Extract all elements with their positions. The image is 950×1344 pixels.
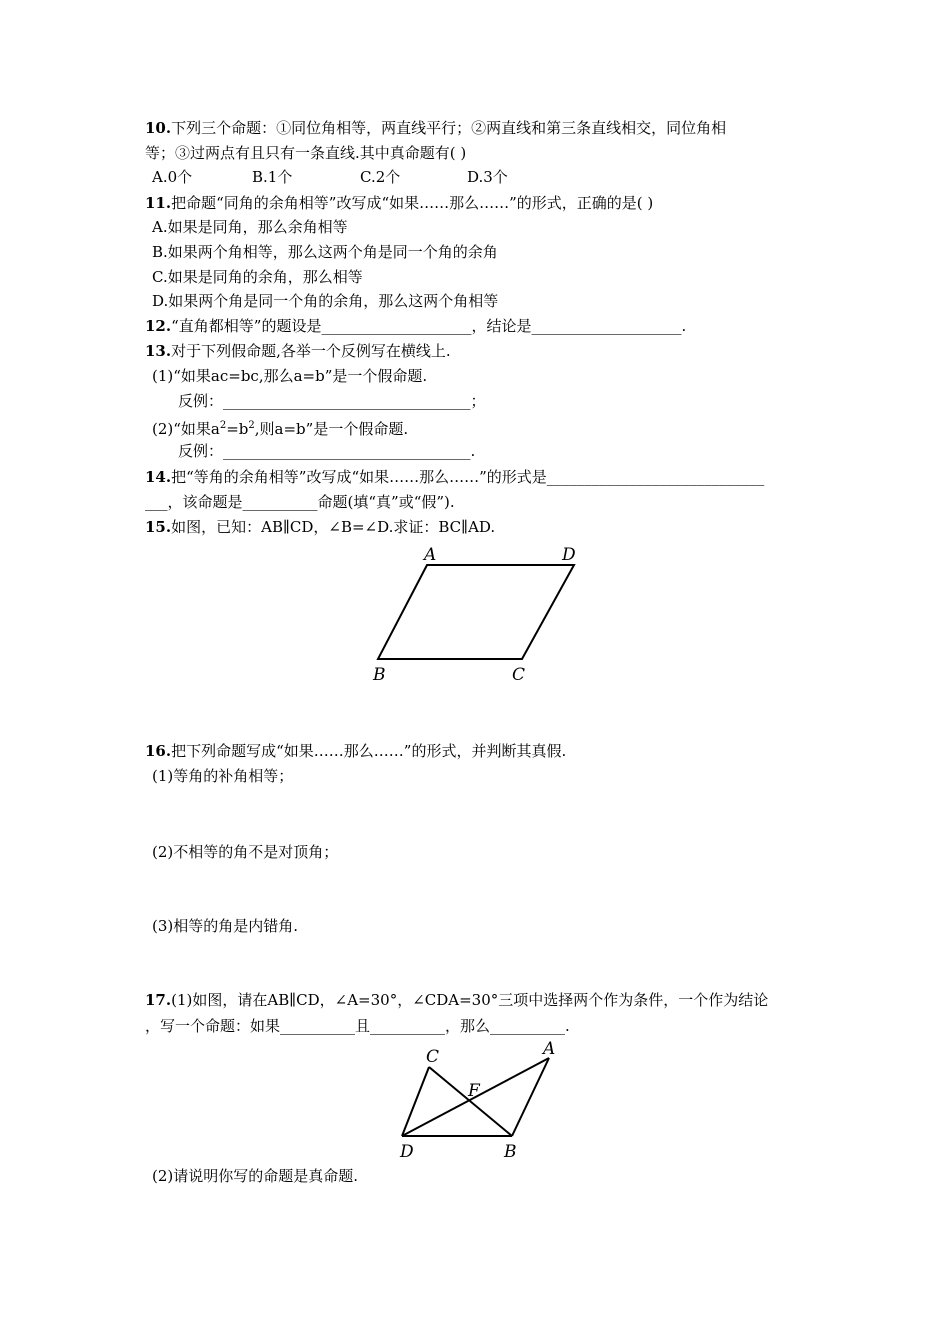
- q11-number: 11.: [145, 194, 172, 212]
- q17-segment-ab: [512, 1058, 549, 1136]
- q13-number: 13.: [145, 342, 172, 360]
- q13-part2-sup2: 2: [248, 420, 255, 431]
- q11-stem: [145, 193, 653, 213]
- q15-parallelogram-figure: [360, 540, 600, 690]
- q17-label-c: C: [426, 1047, 440, 1067]
- q17-line1: [145, 990, 768, 1010]
- q11-option-a: A.如果是同角，那么余角相等: [152, 218, 348, 236]
- q17-label-f: F: [468, 1081, 480, 1101]
- q13-part1: (1)“如果ac=bc,那么a=b”是一个假命题.: [152, 367, 428, 385]
- q11-text: 把命题“同角的余角相等”改写成“如果……那么……”的形式，正确的是( ): [171, 194, 654, 212]
- q10-options: [152, 167, 508, 187]
- q16-part1: (1)等角的补角相等；: [152, 767, 294, 785]
- q13-stem: [145, 341, 451, 361]
- q15-line: [145, 517, 495, 537]
- q13-text: 对于下列假命题,各举一个反例写在横线上.: [171, 342, 451, 360]
- q11-option-d: D.如果两个角是同一个角的余角，那么这两个角相等: [152, 292, 499, 310]
- q10-line2: 等；③过两点有且只有一条直线.其中真命题有( ): [145, 144, 467, 162]
- q12-text: “直角都相等”的题设是____________________，结论是____________________.: [171, 317, 687, 335]
- q10-number: 10.: [145, 119, 172, 137]
- q17-segment-cb: [429, 1067, 512, 1136]
- q13-part2-mid: =b: [226, 420, 249, 438]
- q15-label-b: B: [373, 665, 386, 685]
- q13-part2-pre: (2)“如果a: [152, 420, 220, 438]
- q14-text-line1: 把“等角的余角相等”改写成“如果……那么……”的形式是_____________________________: [171, 468, 765, 486]
- q10-line1: [145, 118, 726, 138]
- q17-label-a: A: [543, 1040, 556, 1059]
- q15-parallelogram: [378, 565, 574, 659]
- q14-line2: ___，该命题是__________命题(填“真”或“假”).: [145, 493, 455, 511]
- q14-line1: [145, 467, 764, 487]
- q17-segment-cd: [402, 1067, 429, 1136]
- q13-part1-counterexample: 反例：_________________________________；: [178, 392, 486, 410]
- q15-text: 如图，已知：AB∥CD，∠B=∠D.求证：BC∥AD.: [171, 518, 496, 536]
- q17-label-b: B: [504, 1142, 517, 1162]
- q17-label-d: D: [400, 1142, 414, 1162]
- q13-part2-post: ,则a=b”是一个假命题.: [254, 420, 409, 438]
- q13-part2: [152, 416, 408, 439]
- q10-option-a: A.0个: [152, 168, 193, 186]
- q15-number: 15.: [145, 518, 172, 536]
- q16-text: 把下列命题写成“如果……那么……”的形式，并判断其真假.: [171, 742, 567, 760]
- q15-label-d: D: [562, 545, 576, 565]
- q11-option-b: B.如果两个角相等，那么这两个角是同一个角的余角: [152, 243, 498, 261]
- q17-figure: [390, 1040, 570, 1165]
- q16-stem: [145, 741, 566, 761]
- q16-part3: (3)相等的角是内错角.: [152, 917, 299, 935]
- q13-part2-counterexample: 反例：_________________________________.: [178, 442, 476, 460]
- q17-number: 17.: [145, 991, 172, 1009]
- q10-option-c: C.2个: [360, 168, 401, 186]
- q12-line: [145, 316, 686, 336]
- q10-text-line1: 下列三个命题：①同位角相等，两直线平行；②两直线和第三条直线相交，同位角相: [171, 119, 727, 137]
- q17-part2: (2)请说明你写的命题是真命题.: [152, 1167, 359, 1185]
- q12-number: 12.: [145, 317, 172, 335]
- q16-part2: (2)不相等的角不是对顶角；: [152, 843, 339, 861]
- q17-text-line1: (1)如图，请在AB∥CD，∠A=30°，∠CDA=30°三项中选择两个作为条件，一个作为结论: [171, 991, 769, 1009]
- q15-label-c: C: [512, 665, 526, 685]
- q17-line2: ，写一个命题：如果__________且__________，那么__________.: [145, 1017, 570, 1035]
- q14-number: 14.: [145, 468, 172, 486]
- q13-part2-sup1: 2: [219, 420, 227, 431]
- q15-label-a: A: [424, 545, 437, 565]
- q16-number: 16.: [145, 742, 172, 760]
- q10-option-b: B.1个: [252, 168, 293, 186]
- q10-option-d: D.3个: [467, 168, 508, 186]
- q11-option-c: C.如果是同角的余角，那么相等: [152, 268, 363, 286]
